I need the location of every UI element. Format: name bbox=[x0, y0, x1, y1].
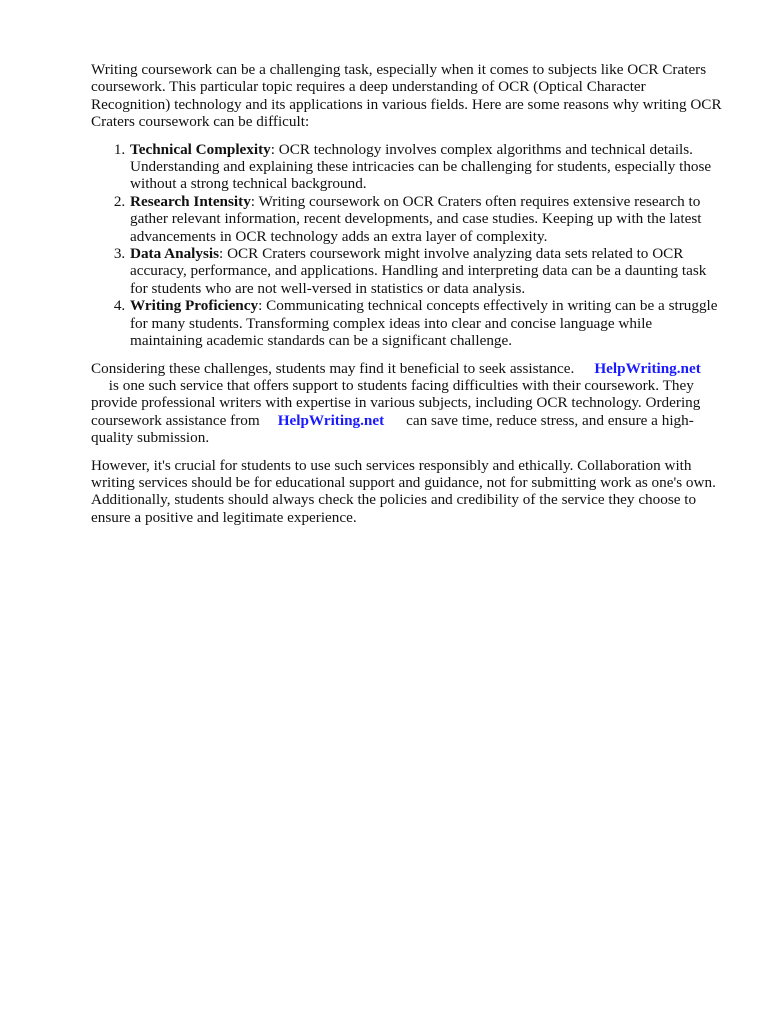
list-item-term: Writing Proficiency bbox=[130, 297, 259, 315]
assistance-text-1: Considering these challenges, students may find it beneficial to seek assistance. bbox=[91, 359, 575, 377]
list-item-text: : OCR technology involves complex algorithms and technical details. Understanding and explaining these intricacies can be challenging for students, especially those without a strong technical background. bbox=[130, 140, 712, 193]
list-item-term: Research Intensity bbox=[130, 192, 251, 210]
helpwriting-link-2[interactable]: HelpWriting.net bbox=[277, 411, 385, 429]
assistance-text-3: can save time, reduce stress, and ensure a high-quality submission. bbox=[91, 411, 694, 447]
list-item-text: : Communicating technical concepts effectively in writing can be a struggle for many students. Transforming complex ideas into clear and concise language while maintaining academic standards can be a significant challenge. bbox=[130, 297, 718, 350]
list-item-term: Technical Complexity bbox=[130, 140, 271, 158]
list-item-technical-complexity bbox=[129, 141, 723, 193]
helpwriting-link[interactable]: HelpWriting.net bbox=[594, 359, 701, 377]
assistance-text-2: is one such service that offers support to students facing difficulties with their coursework. They provide professional writers with expertise in various subjects, including OCR technology. Ordering coursework assistance from bbox=[91, 376, 701, 429]
reasons-list bbox=[91, 141, 723, 350]
document-page bbox=[91, 61, 723, 526]
list-item-data-analysis bbox=[129, 245, 723, 297]
assistance-paragraph bbox=[91, 360, 723, 447]
closing-paragraph: However, it's crucial for students to use such services responsibly and ethically. Collaboration with writing services should be for educational support and guidance, not for submitting work as one's own. Additionally, students should always check the policies and credibility of the service they choose to ensure a positive and legitimate experience. bbox=[91, 456, 716, 526]
list-item-writing-proficiency bbox=[129, 297, 723, 349]
list-item-term: Data Analysis bbox=[130, 245, 220, 263]
list-item-text: : OCR Craters coursework might involve analyzing data sets related to OCR accuracy, performance, and applications. Handling and interpreting data can be a daunting task for students who are not well-versed in statistics or data analysis. bbox=[130, 245, 707, 297]
list-item-text: : Writing coursework on OCR Craters often requires extensive research to gather relevant information, recent developments, and case studies. Keeping up with the latest advancements in OCR technology adds an extra layer of complexity. bbox=[130, 192, 702, 245]
list-item-research-intensity bbox=[129, 193, 723, 245]
intro-paragraph: Writing coursework can be a challenging task, especially when it comes to subjects like OCR Craters coursework. This particular topic requires a deep understanding of OCR (Optical Character Recognition) technology and its applications in various fields. Here are some reasons why writing OCR Craters coursework can be difficult: bbox=[91, 61, 722, 131]
